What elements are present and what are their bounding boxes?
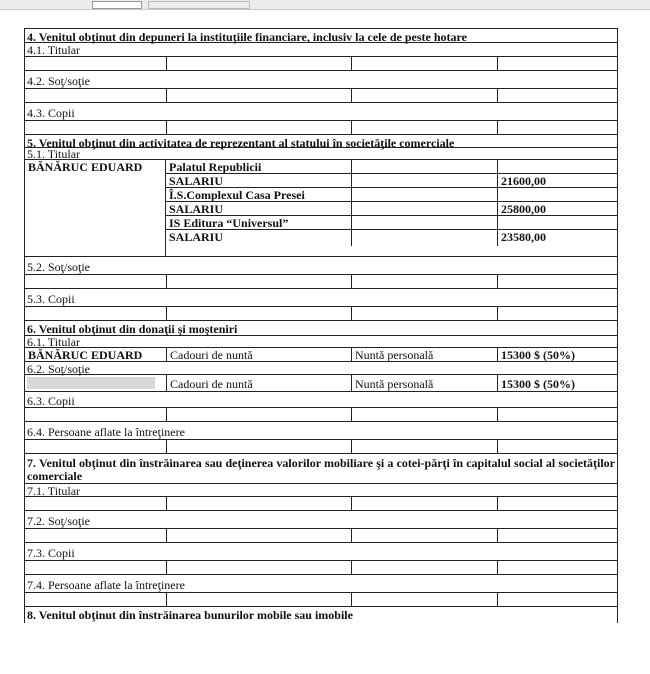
section-4-children: 4.3. Copii xyxy=(25,103,617,121)
table-row xyxy=(25,307,617,321)
table-row xyxy=(25,89,617,103)
income-amount: 23580,00 xyxy=(497,230,617,246)
table-row xyxy=(25,440,617,454)
income-amount: 25800,00 xyxy=(497,202,617,215)
table-row xyxy=(166,188,617,202)
table-row xyxy=(166,174,617,188)
section-7-titular: 7.1. Titular xyxy=(25,484,617,497)
table-row xyxy=(166,230,617,246)
section-7-children: 7.3. Copii xyxy=(25,543,617,561)
section-5-spouse: 5.2. Soţ/soţie xyxy=(25,257,617,275)
section-4-titular: 4.1. Titular xyxy=(25,43,617,57)
table-row xyxy=(25,593,617,607)
section-6-spouse: 6.2. Soţ/soţie xyxy=(25,362,617,375)
income-source: Palatul Republicii xyxy=(169,160,262,173)
income-type: SALARIU xyxy=(169,230,224,244)
section-6-title: 6. Venitul obţinut din donaţii şi moşteniri xyxy=(25,321,617,336)
income-amount: 21600,00 xyxy=(497,174,617,187)
section-5-titular: 5.1. Titular xyxy=(25,148,617,160)
table-row xyxy=(25,561,617,575)
section-5-title: 5. Venitul obţinut din activitatea de reprezentant al statului în societăţile comerciale xyxy=(25,135,617,148)
table-row xyxy=(166,216,617,230)
donation-description: Cadouri de nuntă xyxy=(166,375,351,391)
table-row xyxy=(25,408,617,422)
spouse-name-cell xyxy=(25,375,166,391)
viewer-toolbar xyxy=(0,0,650,10)
section-5-children: 5.3. Copii xyxy=(25,289,617,307)
income-source: IS Editura “Universul” xyxy=(169,216,289,229)
section-7-spouse: 7.2. Soţ/soţie xyxy=(25,511,617,529)
toolbar-field-secondary[interactable] xyxy=(148,1,250,9)
table-row xyxy=(166,160,617,174)
table-row xyxy=(25,121,617,135)
table-row xyxy=(25,497,617,511)
donation-amount: 15300 $ (50%) xyxy=(497,375,617,391)
table-row xyxy=(25,57,617,71)
donation-source: Nuntă personală xyxy=(351,348,497,361)
section-6-titular: 6.1. Titular xyxy=(25,336,617,348)
section-8-title: 8. Venitul obţinut din înstrăinarea bunurilor mobile sau imobile xyxy=(27,608,353,622)
section-6-children: 6.3. Copii xyxy=(25,392,617,408)
income-type: SALARIU xyxy=(169,202,224,215)
table-row xyxy=(25,348,617,362)
section-7-dependents: 7.4. Persoane aflate la întreţinere xyxy=(25,575,617,593)
table-row xyxy=(25,275,617,289)
donation-holder-name: BĂNĂRUC EDUARD xyxy=(28,348,143,361)
donation-source: Nuntă personală xyxy=(351,375,497,391)
table-row xyxy=(25,529,617,543)
declaration-form xyxy=(24,28,618,623)
table-row xyxy=(166,202,617,216)
income-type: SALARIU xyxy=(169,174,224,187)
table-row xyxy=(25,375,617,392)
donation-description: Cadouri de nuntă xyxy=(166,348,351,361)
section-5-table xyxy=(25,160,617,257)
section-4-spouse: 4.2. Soţ/soţie xyxy=(25,71,617,89)
section-7-title: 7. Venitul obţinut din înstrăinarea sau deţinerea valorilor mobiliare şi a cotei-părţi în capitalul social al societăţilor comerciale xyxy=(27,456,615,483)
redacted-name xyxy=(27,377,155,389)
section-6-dependents: 6.4. Persoane aflate la întreţinere xyxy=(25,422,617,440)
section-4-title: 4. Venitul obţinut din depuneri la instituţiile financiare, inclusiv la cele de peste hotare xyxy=(25,29,617,43)
section-5-holder-name: BĂNĂRUC EDUARD xyxy=(28,160,143,174)
toolbar-field[interactable] xyxy=(92,1,142,9)
donation-amount: 15300 $ (50%) xyxy=(497,348,617,361)
income-source: Î.S.Complexul Casa Presei xyxy=(169,188,305,201)
